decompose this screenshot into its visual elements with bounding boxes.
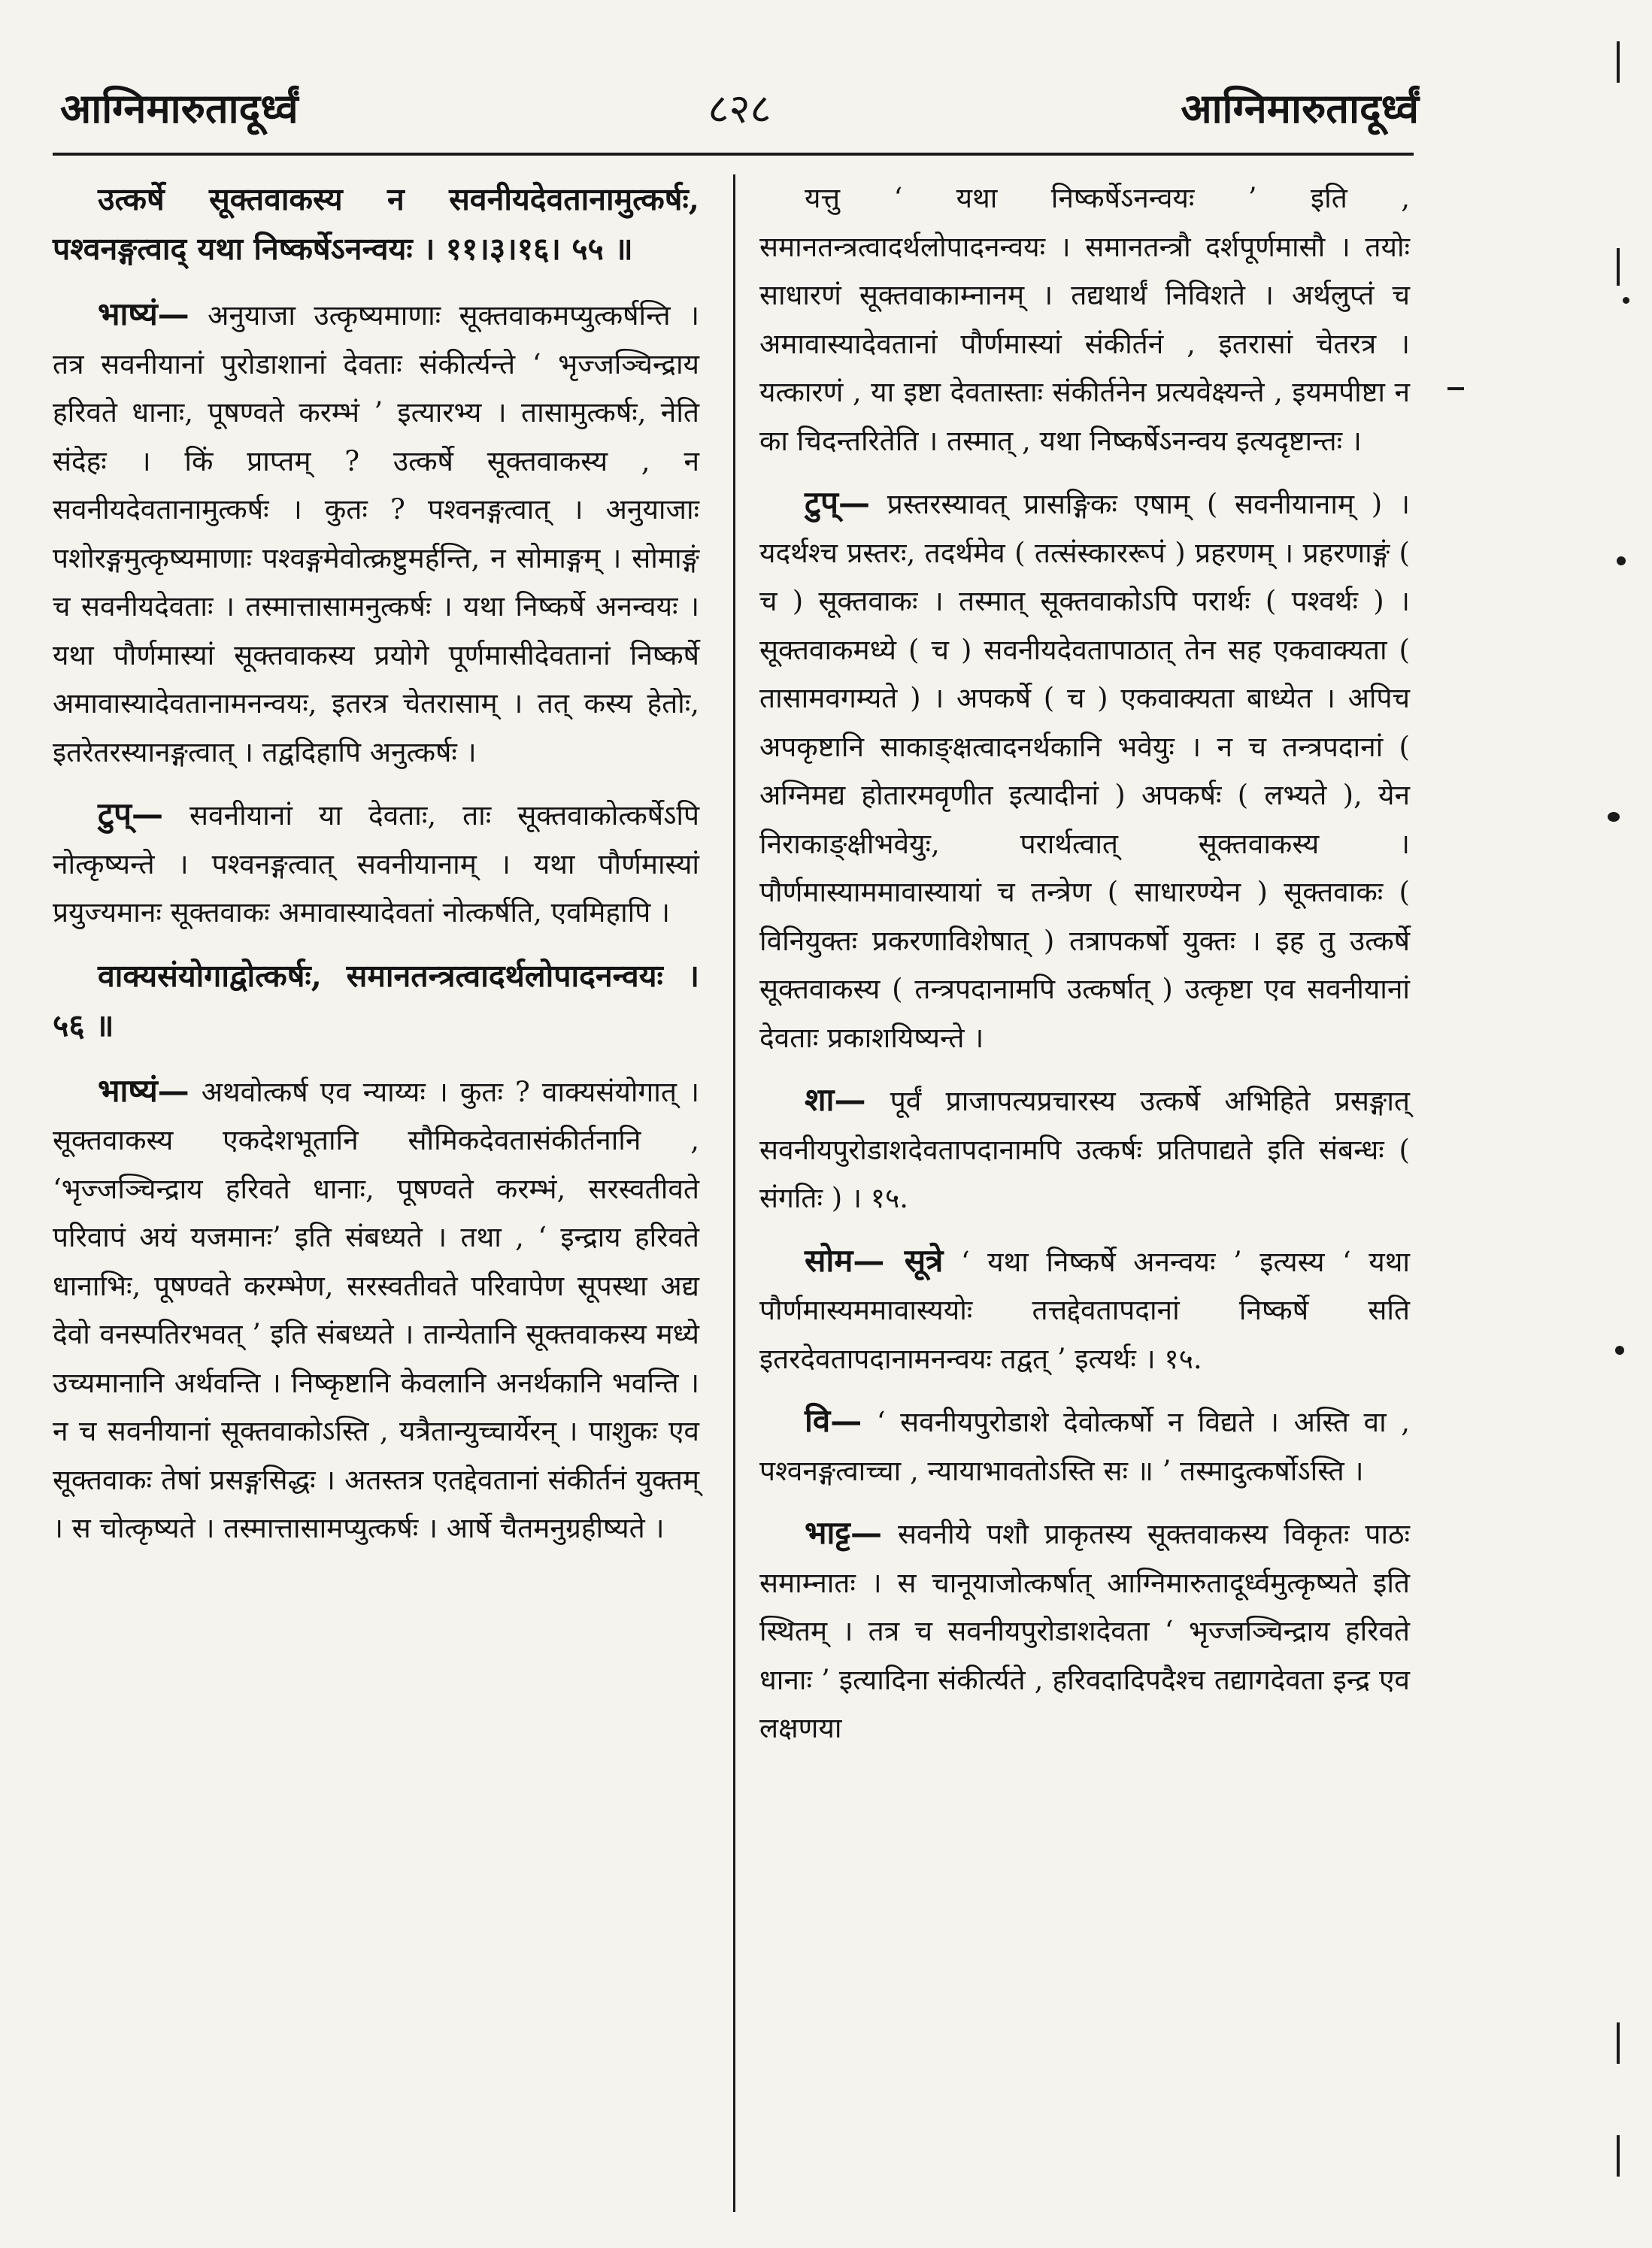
left-column (53, 174, 699, 1567)
commentary-label: सोम— सूत्रे (805, 1241, 944, 1279)
running-header (53, 71, 1426, 139)
commentary-paragraph: भाट्ट— सवनीये पशौ प्राकृतस्य सूक्तवाकस्य विकृतः पाठः समाम्नातः । स चानूयाजोत्कर्षात् आग्निमारुतादूर्ध्वमुत्कृष्यते इति स्थितम् । तत्र च सवनीयपुरोडाशदेवता ‘ भृज्जञ्चिन्द्राय हरिवते धानाः ’ इत्यादिना संकीर्त्यते , हरिवदादिपदैश्च तद्यागदेवता इन्द्र एव लक्षणया (759, 1514, 1410, 1744)
commentary-paragraph: यत्तु ‘ यथा निष्कर्षेऽनन्वयः ’ इति , समानतन्त्रत्वादर्थलोपादनन्वयः । समानतन्त्रौ दर्शपूर्णमासौ । तयोः साधारणं सूक्तवाकाम्नानम् । तद्यथार्थं निविशते । अर्थलुप्तं च अमावास्यादेवतानां पौर्णमास्यां संकीर्तनं , इतरासां चेतरत्र । यत्कारणं , या इष्टा देवतास्ताः संकीर्तनेन प्रत्यवेक्ष्यन्ते , इयमपीष्टा न का चिदन्तरितेति । तस्मात् , यथा निष्कर्षेऽनन्वय इत्यदृष्टान्तः । (759, 182, 1410, 457)
page-number: ८२८ (708, 85, 771, 132)
scan-edge-mark (1617, 2022, 1620, 2064)
scan-speck (1623, 297, 1629, 304)
commentary-label: भाष्यं— (98, 295, 189, 332)
column-divider (733, 174, 735, 2212)
scan-edge-mark (1617, 248, 1620, 286)
header-left-title: आग्निमारुतादूर्ध्वं (60, 84, 299, 132)
commentary-label: वि— (805, 1402, 862, 1439)
commentary-label: शा— (805, 1081, 866, 1118)
sutra-text: वाक्यसंयोगाद्वोत्कर्षः, समानतन्त्रत्वादर्थलोपादनन्वयः । ५६ ॥ (53, 957, 699, 1044)
scan-edge-mark (1617, 2135, 1620, 2177)
scan-edge-mark (1447, 387, 1464, 390)
commentary-label: भाट्ट— (805, 1514, 882, 1551)
commentary-label: भाष्यं— (98, 1071, 189, 1109)
commentary-paragraph: वि— ‘ सवनीयपुरोडाशे देवोत्कर्षो न विद्यते । अस्ति वा , पश्वनङ्गत्वाच्चा , न्यायाभावतोऽस्ति सः ॥ ’ तस्मादुत्कर्षोऽस्ति । (759, 1402, 1410, 1487)
commentary-paragraph: सोम— सूत्रे ‘ यथा निष्कर्षे अनन्वयः ’ इत्यस्य ‘ यथा पौर्णमास्यममावास्ययोः तत्तद्देवतापदानां निष्कर्षे सति इतरदेवतापदानामनन्वयः तद्वत् ’ इत्यर्थः । १५. (759, 1241, 1410, 1375)
commentary-paragraph: शा— पूर्वं प्राजापत्यप्रचारस्य उत्कर्षे अभिहिते प्रसङ्गात् सवनीयपुरोडाशदेवतापदानामपि उत्कर्षः प्रतिपाद्यते इति संबन्धः ( संगतिः ) । १५. (759, 1081, 1410, 1214)
sutra-text: उत्कर्षे सूक्तवाकस्य न सवनीयदेवतानामुत्कर्षः, पश्वनङ्गत्वाद् यथा निष्कर्षेऽनन्वयः । ११।३।१६। ५५ ॥ (53, 181, 699, 267)
scan-edge-mark (1617, 41, 1620, 83)
scan-speck (1617, 556, 1626, 565)
scan-speck (1608, 812, 1620, 822)
commentary-paragraph: टुप्— सवनीयानां या देवताः, ताः सूक्तवाकोत्कर्षेऽपि नोत्कृष्यन्ते । पश्वनङ्गत्वात् सवनीयानाम् । यथा पौर्णमास्यां प्रयुज्यमानः सूक्तवाकः अमावास्यादेवतां नोत्कर्षति, एवमिहापि । (53, 795, 699, 929)
commentary-paragraph: भाष्यं— अनुयाजा उत्कृष्यमाणाः सूक्तवाकमप्युत्कर्षन्ति । तत्र सवनीयानां पुरोडाशानां देवताः संकीर्त्यन्ते ‘ भृज्जञ्चिन्द्राय हरिवते धानाः, पूषण्वते करम्भं ’ इत्यारभ्य । तासामुत्कर्षः, नेति संदेहः । किं प्राप्तम् ? उत्कर्षे सूक्तवाकस्य , न सवनीयदेवतानामुत्कर्षः । कुतः ? पश्वनङ्गत्वात् । अनुयाजाः पशोरङ्गमुत्कृष्यमाणाः पश्वङ्गमेवोत्क्रष्टुमर्हन्ति, न सोमाङ्गम् । सोमाङ्गं च सवनीयदेवताः । तस्मात्तासामनुत्कर्षः । यथा निष्कर्षे अनन्वयः । यथा पौर्णमास्यां सूक्तवाकस्य प्रयोगे पूर्णमासीदेवतानां निष्कर्षे अमावास्यादेवतानामनन्वयः, इतरत्र चेतरासाम् । तत् कस्य हेतोः, इतरेतरस्यानङ्गत्वात् । तद्वदिहापि अनुत्कर्षः । (53, 295, 699, 768)
commentary-label: टुप्— (98, 795, 164, 832)
header-right-title: आग्निमारुतादूर्ध्वं (1181, 84, 1419, 132)
commentary-paragraph: टुप्— प्रस्तरस्यावत् प्रासङ्गिकः एषाम् ( सवनीयानाम् ) । यदर्थश्च प्रस्तरः, तदर्थमेव ( तत्संस्काररूपं ) प्रहरणम् । प्रहरणाङ्गं ( च ) सूक्तवाकः । तस्मात् सूक्तवाकोऽपि परार्थः ( पश्वर्थः ) । सूक्तवाकमध्ये ( च ) सवनीयदेवतापाठात् तेन सह एकवाक्यता ( तासामवगम्यते ) । अपकर्षे ( च ) एकवाक्यता बाध्येत । अपिच अपकृष्टानि साकाङ्क्षत्वादनर्थकानि भवेयुः । न च तन्त्रपदानां ( अग्निमद्य होतारमवृणीत इत्यादीनां ) अपकर्षः ( लभ्यते ), येन निराकाङ्क्षीभवेयुः, परार्थत्वात् सूक्तवाकस्य । पौर्णमास्याममावास्यायां च तन्त्रेण ( साधारण्येन ) सूक्तवाकः ( विनियुक्तः प्रकरणाविशेषात् ) तत्रापकर्षो युक्तः । इह तु उत्कर्षे सूक्तवाकस्य ( तन्त्रपदानामपि उत्कर्षात् ) उत्कृष्टा एव सवनीयानां देवताः प्रकाशयिष्यन्ते । (759, 484, 1410, 1054)
scan-speck (1615, 1346, 1624, 1355)
right-column (759, 174, 1410, 1767)
commentary-paragraph: भाष्यं— अथवोत्कर्ष एव न्याय्यः । कुतः ? वाक्यसंयोगात् । सूक्तवाकस्य एकदेशभूतानि सौमिकदेवतासंकीर्तनानि , ‘भृज्जञ्चिन्द्राय हरिवते धानाः, पूषण्वते करम्भं, सरस्वतीवते परिवापं अयं यजमानः’ इति संबध्यते । तथा , ‘ इन्द्राय हरिवते धानाभिः, पूषण्वते करम्भेण, सरस्वतीवते परिवापेण सूपस्था अद्य देवो वनस्पतिरभवत् ’ इति संबध्यते । तान्येतानि सूक्तवाकस्य मध्ये उच्यमानानि अर्थवन्ति । निष्कृष्टानि केवलानि अनर्थकानि भवन्ति । न च सवनीयानां सूक्तवाकोऽस्ति , यत्रैतान्युच्चार्येरन् । पाशुकः एव सूक्तवाकः तेषां प्रसङ्गसिद्धः । अतस्तत्र एतद्देवतानां संकीर्तनं युक्तम् । स चोत्कृष्यते । तस्मात्तासामप्युत्कर्षः । आर्षे चैतमनुग्रहीष्यते । (53, 1071, 699, 1544)
header-rule (53, 153, 1414, 156)
commentary-label: टुप्— (805, 484, 871, 521)
